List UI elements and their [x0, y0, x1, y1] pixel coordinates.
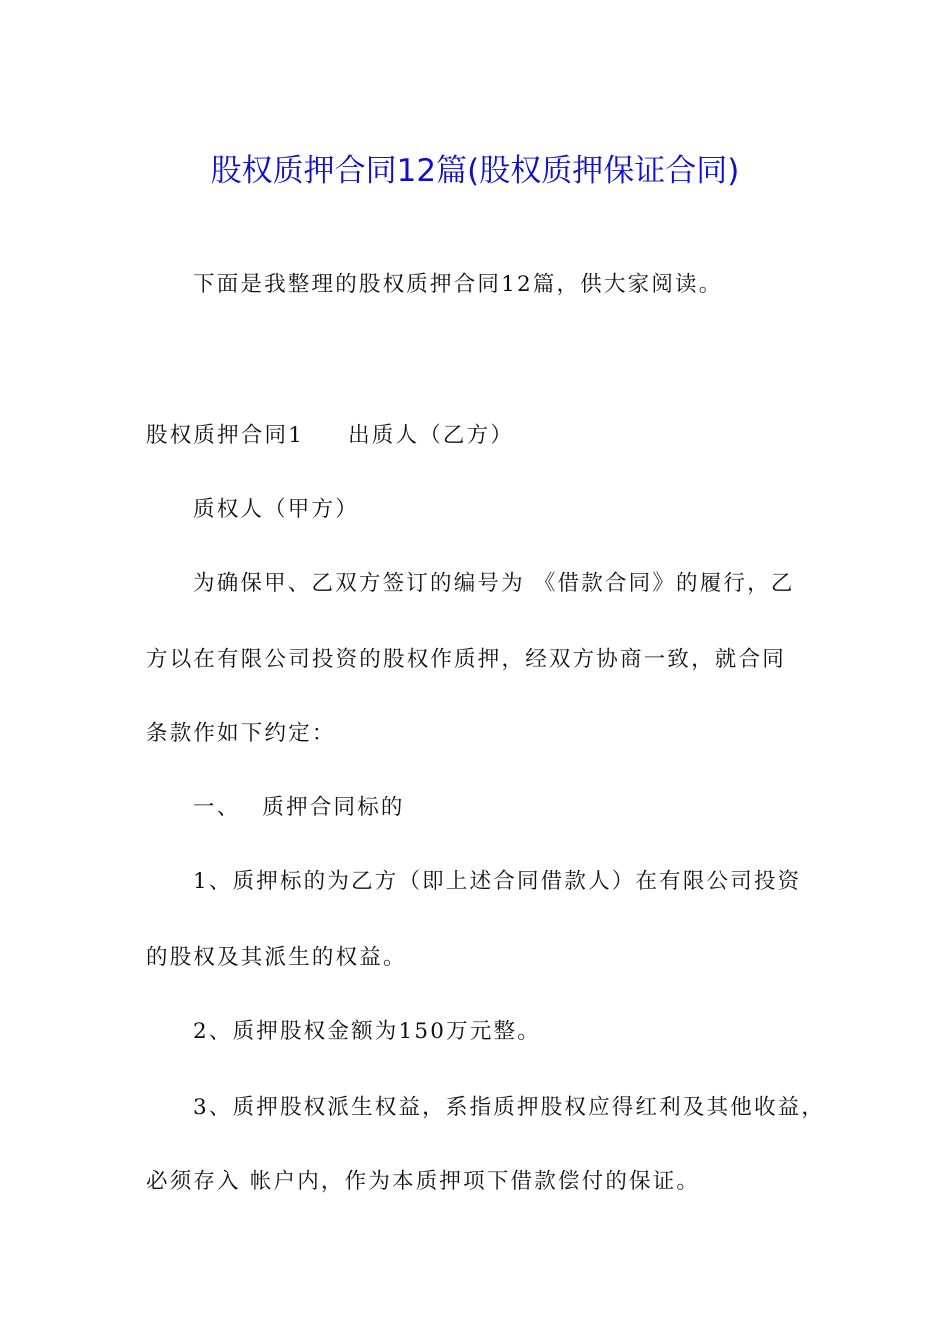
section-1-title: 质押合同标的: [262, 795, 405, 820]
item-1-line-2: 的股权及其派生的权益。: [146, 945, 407, 970]
item-2: 2、质押股权金额为150万元整。: [193, 1019, 541, 1044]
section-1-heading: [193, 793, 405, 823]
preamble-line-2: 方以在有限公司投资的股权作质押，经双方协商一致，就合同: [146, 647, 786, 672]
preamble-line-3: 条款作如下约定：: [146, 721, 336, 746]
item-3-line-1: 3、质押股权派生权益，系指质押股权应得红利及其他收益，: [193, 1095, 826, 1120]
item-1-line-1: 1、质押标的为乙方（即上述合同借款人）在有限公司投资: [193, 869, 802, 894]
intro-paragraph: 下面是我整理的股权质押合同12篇，供大家阅读。: [193, 272, 723, 297]
preamble-line-1: 为确保甲、乙双方签订的编号为 《借款合同》的履行，乙: [193, 571, 795, 596]
item-3-line-2: 必须存入 帐户内，作为本质押项下借款偿付的保证。: [146, 1169, 701, 1194]
pledgor-label: 出质人（乙方）: [348, 423, 514, 448]
section-1-number: 一、: [193, 795, 241, 820]
contract-heading-line: [146, 421, 514, 451]
document-title: 股权质押合同12篇(股权质押保证合同): [210, 152, 740, 189]
pledgee-label: 质权人（甲方）: [193, 497, 359, 522]
contract-heading: 股权质押合同1: [146, 423, 305, 448]
